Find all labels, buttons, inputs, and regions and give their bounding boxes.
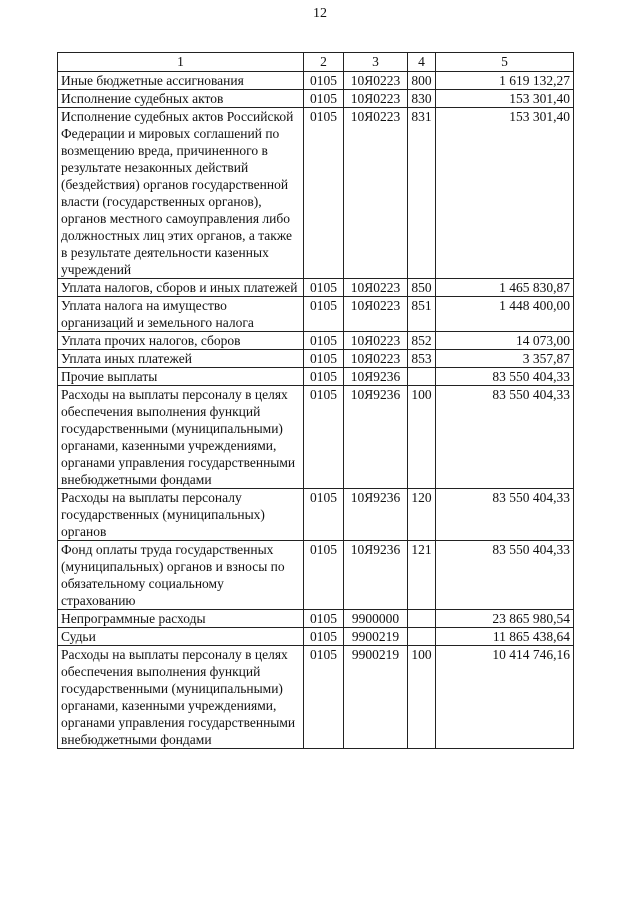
row-amount: 23 865 980,54 (436, 610, 574, 628)
row-name: Уплата налога на имущество организаций и земельного налога (58, 297, 304, 332)
row-name: Расходы на выплаты персоналу государственных (муниципальных) органов (58, 489, 304, 541)
row-name: Непрограммные расходы (58, 610, 304, 628)
row-amount: 83 550 404,33 (436, 386, 574, 489)
row-section: 0105 (304, 368, 344, 386)
row-name: Иные бюджетные ассигнования (58, 72, 304, 90)
row-target-article: 10Я0223 (344, 279, 408, 297)
row-name: Уплата иных платежей (58, 350, 304, 368)
table-row (58, 368, 574, 386)
row-expense-type: 100 (408, 386, 436, 489)
row-target-article: 9900219 (344, 628, 408, 646)
page-number: 12 (313, 6, 327, 21)
row-expense-type: 800 (408, 72, 436, 90)
row-expense-type: 100 (408, 646, 436, 749)
row-target-article: 10Я0223 (344, 90, 408, 108)
row-section: 0105 (304, 332, 344, 350)
row-target-article: 10Я0223 (344, 108, 408, 279)
row-name: Уплата налогов, сборов и иных платежей (58, 279, 304, 297)
row-section: 0105 (304, 350, 344, 368)
row-amount: 83 550 404,33 (436, 489, 574, 541)
table-row (58, 386, 574, 489)
row-section: 0105 (304, 279, 344, 297)
row-expense-type: 850 (408, 279, 436, 297)
row-amount: 10 414 746,16 (436, 646, 574, 749)
row-target-article: 9900219 (344, 646, 408, 749)
row-section: 0105 (304, 489, 344, 541)
row-name: Фонд оплаты труда государственных (муниципальных) органов и взносы по обязательному социальному страхованию (58, 541, 304, 610)
row-amount: 1 465 830,87 (436, 279, 574, 297)
table-row (58, 628, 574, 646)
row-target-article: 10Я9236 (344, 386, 408, 489)
row-target-article: 10Я0223 (344, 297, 408, 332)
row-expense-type: 121 (408, 541, 436, 610)
row-target-article: 10Я9236 (344, 489, 408, 541)
column-header-4: 4 (408, 53, 436, 72)
table-row (58, 646, 574, 749)
row-amount: 14 073,00 (436, 332, 574, 350)
table-row (58, 72, 574, 90)
row-amount: 11 865 438,64 (436, 628, 574, 646)
row-section: 0105 (304, 297, 344, 332)
table-row (58, 332, 574, 350)
row-expense-type: 851 (408, 297, 436, 332)
row-name: Прочие выплаты (58, 368, 304, 386)
row-target-article: 10Я9236 (344, 541, 408, 610)
row-section: 0105 (304, 90, 344, 108)
row-expense-type (408, 628, 436, 646)
row-target-article: 10Я9236 (344, 368, 408, 386)
table-row (58, 350, 574, 368)
row-amount: 153 301,40 (436, 108, 574, 279)
row-section: 0105 (304, 72, 344, 90)
row-expense-type (408, 610, 436, 628)
table-row (58, 108, 574, 279)
row-amount: 83 550 404,33 (436, 541, 574, 610)
row-expense-type: 852 (408, 332, 436, 350)
row-section: 0105 (304, 628, 344, 646)
row-name: Исполнение судебных актов Российской Федерации и мировых соглашений по возмещению вреда, причиненного в результате незаконных действий (бездействия) органов государственной власти (государственных органов), органов местного самоуправления либо должностных лиц этих органов, а также в результате деятельности казенных учреждений (58, 108, 304, 279)
column-header-2: 2 (304, 53, 344, 72)
row-name: Расходы на выплаты персоналу в целях обеспечения выполнения функций государственными (муниципальными) органами, казенными учреждениями, органами управления государственными внебюджетными фондами (58, 386, 304, 489)
row-amount: 153 301,40 (436, 90, 574, 108)
table-row (58, 489, 574, 541)
column-header-3: 3 (344, 53, 408, 72)
row-name: Исполнение судебных актов (58, 90, 304, 108)
row-amount: 83 550 404,33 (436, 368, 574, 386)
row-target-article: 9900000 (344, 610, 408, 628)
row-section: 0105 (304, 386, 344, 489)
column-header-1: 1 (58, 53, 304, 72)
row-name: Уплата прочих налогов, сборов (58, 332, 304, 350)
table-row (58, 610, 574, 628)
table-row (58, 541, 574, 610)
row-expense-type: 120 (408, 489, 436, 541)
row-target-article: 10Я0223 (344, 350, 408, 368)
budget-table (57, 52, 574, 749)
row-amount: 1 619 132,27 (436, 72, 574, 90)
row-target-article: 10Я0223 (344, 332, 408, 350)
row-name: Судьи (58, 628, 304, 646)
row-name: Расходы на выплаты персоналу в целях обеспечения выполнения функций государственными (муниципальными) органами, казенными учреждениями, органами управления государственными внебюджетными фондами (58, 646, 304, 749)
table-row (58, 279, 574, 297)
row-section: 0105 (304, 646, 344, 749)
row-expense-type: 831 (408, 108, 436, 279)
row-section: 0105 (304, 541, 344, 610)
row-expense-type: 853 (408, 350, 436, 368)
row-target-article: 10Я0223 (344, 72, 408, 90)
header-row (58, 53, 574, 72)
table-row (58, 90, 574, 108)
row-amount: 3 357,87 (436, 350, 574, 368)
column-header-5: 5 (436, 53, 574, 72)
row-expense-type (408, 368, 436, 386)
row-amount: 1 448 400,00 (436, 297, 574, 332)
row-expense-type: 830 (408, 90, 436, 108)
table-row (58, 297, 574, 332)
row-section: 0105 (304, 108, 344, 279)
row-section: 0105 (304, 610, 344, 628)
